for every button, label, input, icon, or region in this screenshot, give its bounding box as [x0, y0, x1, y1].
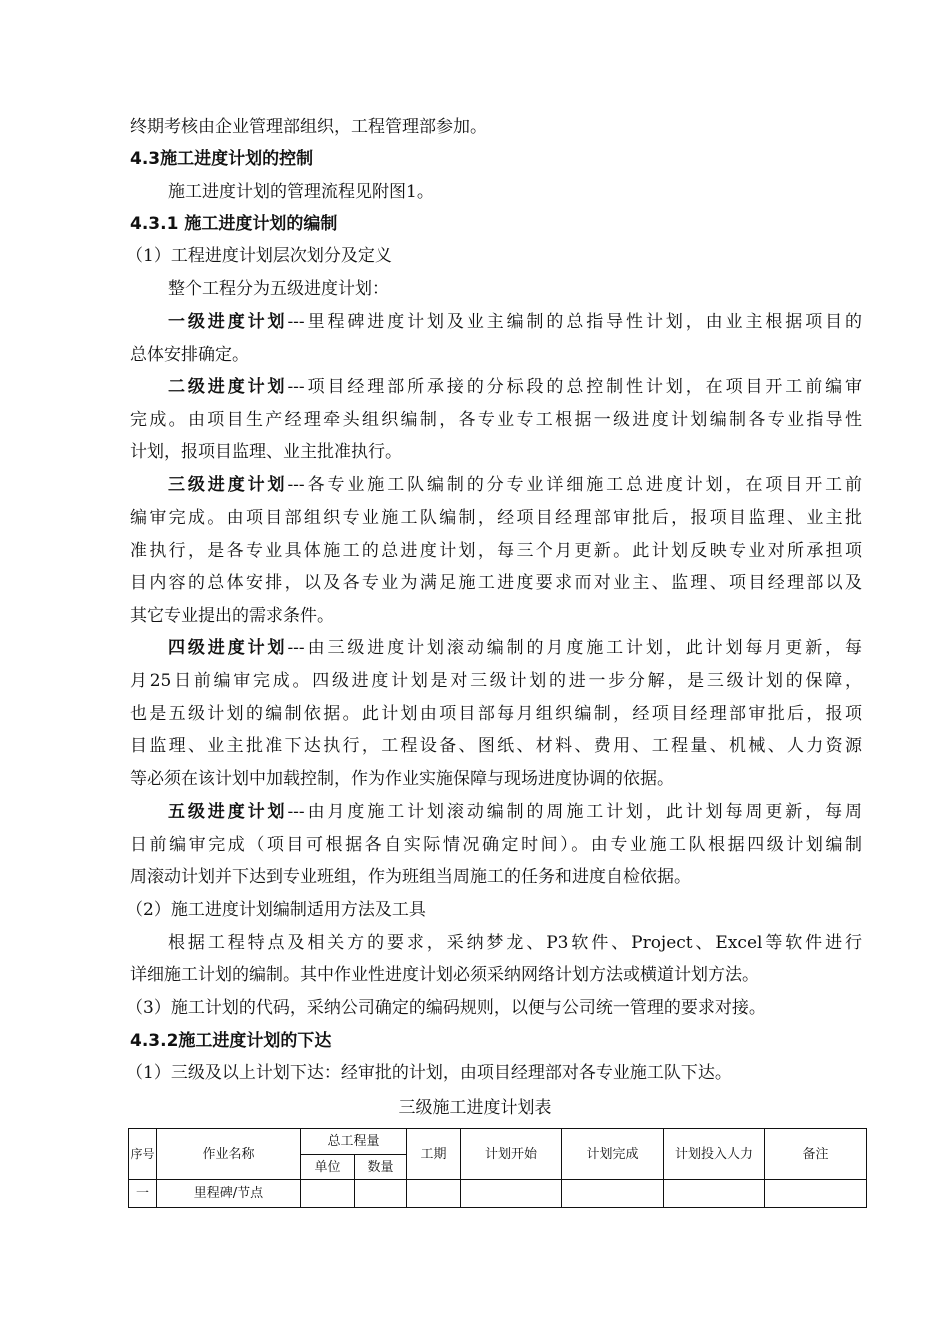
- section-heading-4-3-2: 4.3.2施工进度计划的下达: [130, 1031, 332, 1051]
- header-planned-finish: 计划完成: [562, 1129, 664, 1180]
- cell-duration: [407, 1180, 461, 1208]
- paragraph-line: 总体安排确定。: [130, 345, 249, 365]
- cell-activity-name: 里程碑/节点: [157, 1180, 301, 1208]
- header-duration: 工期: [407, 1129, 461, 1180]
- header-planned-start: 计划开始: [461, 1129, 562, 1180]
- term-level3: 三级进度计划: [168, 475, 288, 495]
- paragraph-level4: [168, 636, 862, 660]
- paragraph-text: ---由三级进度计划滚动编制的月度施工计划，此计划每月更新，每: [287, 638, 863, 658]
- paragraph-level5: [168, 800, 862, 824]
- header-unit: 单位: [301, 1155, 355, 1180]
- paragraph-line: 终期考核由企业管理部组织，工程管理部参加。: [130, 117, 487, 137]
- list-item-3: （3）施工计划的代码，采纳公司确定的编码规则，以便与公司统一管理的要求对接。: [126, 998, 766, 1018]
- section-heading-4-3: 4.3施工进度计划的控制: [130, 149, 314, 169]
- term-level1: 一级进度计划: [168, 312, 288, 332]
- paragraph-line: 周滚动计划并下达到专业班组，作为班组当周施工的任务和进度自检依据。: [130, 867, 691, 887]
- paragraph-text: ---项目经理部所承接的分标段的总控制性计划，在项目开工前编审: [287, 377, 863, 397]
- cell-unit: [301, 1180, 355, 1208]
- paragraph-line: 目内容的总体安排，以及各专业为满足施工进度要求而对业主、监理、项目经理部以及: [130, 573, 862, 593]
- paragraph-line: 日前编审完成（项目可根据各自实际情况确定时间）。由专业施工队根据四级计划编制: [130, 835, 862, 855]
- header-remark: 备注: [765, 1129, 867, 1180]
- cell-seq: 一: [129, 1180, 157, 1208]
- paragraph-line: 其它专业提出的需求条件。: [130, 606, 334, 626]
- paragraph-line: 也是五级计划的编制依据。此计划由项目部每月组织编制，经项目经理部审批后，报项: [130, 704, 862, 724]
- paragraph-level1: [168, 310, 862, 334]
- paragraph-line: 等必须在该计划中加载控制，作为作业实施保障与现场进度协调的依据。: [130, 769, 674, 789]
- header-activity-name: 作业名称: [157, 1129, 301, 1180]
- paragraph-line: 详细施工计划的编制。其中作业性进度计划必须采纳网络计划方法或横道计划方法。: [130, 965, 759, 985]
- header-seq: 序号: [129, 1129, 157, 1180]
- paragraph-line: 月25日前编审完成。四级进度计划是对三级计划的进一步分解，是三级计划的保障，: [130, 671, 862, 691]
- header-total-quantity: 总工程量: [301, 1129, 407, 1155]
- schedule-table: [128, 1128, 867, 1208]
- paragraph-text: ---里程碑进度计划及业主编制的总指导性计划，由业主根据项目的: [287, 312, 863, 332]
- paragraph-line: 完成。由项目生产经理牵头组织编制，各专业专工根据一级进度计划编制各专业指导性: [130, 410, 862, 430]
- paragraph-text: ---由月度施工计划滚动编制的周施工计划，此计划每周更新，每周: [287, 802, 863, 822]
- paragraph-line: 目监理、业主批准下达执行，工程设备、图纸、材料、费用、工程量、机械、人力资源: [130, 736, 862, 756]
- list-item-1-dispatch: （1）三级及以上计划下达：经审批的计划，由项目经理部对各专业施工队下达。: [126, 1063, 732, 1083]
- header-quantity: 数量: [355, 1155, 407, 1180]
- paragraph-line: 整个工程分为五级进度计划：: [168, 279, 389, 299]
- cell-planned-finish: [562, 1180, 664, 1208]
- cell-quantity: [355, 1180, 407, 1208]
- list-item-1: （1）工程进度计划层次划分及定义: [126, 246, 392, 266]
- term-level5: 五级进度计划: [168, 802, 288, 822]
- term-level2: 二级进度计划: [168, 377, 288, 397]
- paragraph-line: 计划，报项目监理、业主批准执行。: [130, 442, 402, 462]
- paragraph-level3: [168, 473, 862, 497]
- paragraph-line: 编审完成。由项目部组织专业施工队编制，经项目经理部审批后，报项目监理、业主批: [130, 508, 862, 528]
- cell-planned-start: [461, 1180, 562, 1208]
- paragraph-text: ---各专业施工队编制的分专业详细施工总进度计划，在项目开工前: [287, 475, 863, 495]
- term-level4: 四级进度计划: [168, 638, 288, 658]
- table-caption: 三级施工进度计划表: [398, 1098, 552, 1118]
- header-planned-labor: 计划投入人力: [664, 1129, 765, 1180]
- paragraph-line: 准执行，是各专业具体施工的总进度计划，每三个月更新。此计划反映专业对所承担项: [130, 541, 862, 561]
- cell-remark: [765, 1180, 867, 1208]
- paragraph-line: 根据工程特点及相关方的要求，采纳梦龙、P3软件、Project、Excel等软件进行: [168, 933, 862, 953]
- paragraph-level2: [168, 375, 862, 399]
- list-item-2: （2）施工进度计划编制适用方法及工具: [126, 900, 426, 920]
- section-heading-4-3-1: 4.3.1 施工进度计划的编制: [130, 214, 338, 234]
- cell-planned-labor: [664, 1180, 765, 1208]
- paragraph-line: 施工进度计划的管理流程见附图1。: [168, 182, 434, 202]
- table-row: [129, 1180, 867, 1208]
